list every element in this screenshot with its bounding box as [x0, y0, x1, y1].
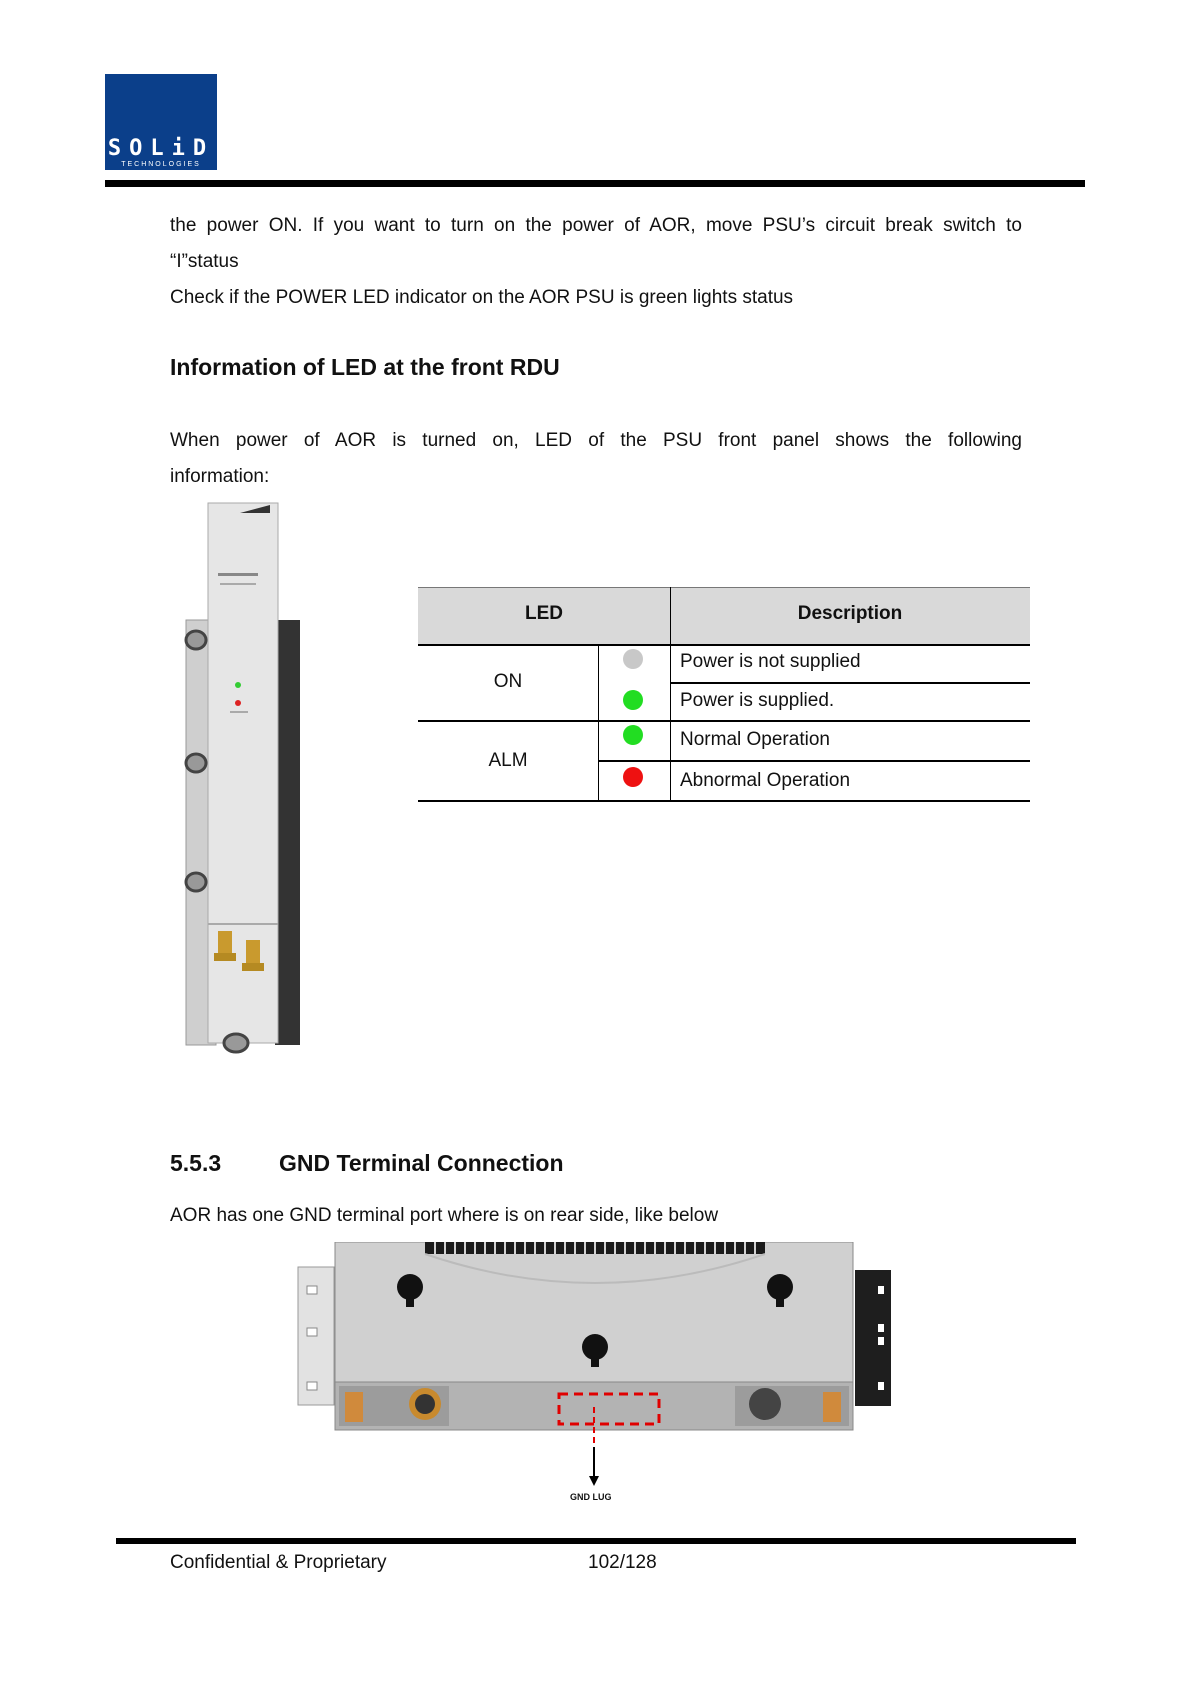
section-number: 5.5.3 — [170, 1150, 222, 1176]
intro-line-2: “I”status — [170, 251, 239, 272]
led-description: Power is not supplied — [680, 651, 861, 672]
table-rule — [598, 760, 1030, 762]
led-indicator-green — [623, 725, 643, 745]
table-rule — [418, 800, 1030, 802]
gnd-lug-callout: GND LUG — [570, 1492, 612, 1502]
table-rule — [670, 682, 1030, 684]
footer-rule — [116, 1538, 1076, 1544]
table-header-description: Description — [797, 603, 903, 624]
led-indicator-gray — [623, 649, 643, 669]
led-group-alm: ALM — [488, 750, 528, 771]
intro-line-1: the power ON. If you want to turn on the power of AOR, move PSU’s circuit break switch to — [170, 215, 1022, 236]
rdu-module-illustration — [180, 495, 310, 1055]
table-rule — [418, 720, 1030, 722]
table-header-led: LED — [525, 603, 563, 624]
footer-confidential: Confidential & Proprietary — [170, 1552, 387, 1573]
table-divider — [670, 587, 671, 802]
header-rule — [105, 180, 1085, 187]
table-divider — [598, 645, 599, 802]
aor-rear-panel-illustration — [295, 1242, 900, 1512]
led-group-on: ON — [493, 671, 523, 692]
led-intro-line-1: When power of AOR is turned on, LED of the PSU front panel shows the following — [170, 430, 1022, 451]
intro-line-3: Check if the POWER LED indicator on the AOR PSU is green lights status — [170, 287, 794, 308]
led-status-table — [418, 587, 1030, 802]
led-description: Power is supplied. — [680, 690, 835, 711]
company-logo — [105, 74, 217, 170]
led-indicator-green — [623, 690, 643, 710]
led-description: Abnormal Operation — [680, 770, 851, 791]
led-intro-line-2: information: — [170, 466, 270, 487]
gnd-description: AOR has one GND terminal port where is on rear side, like below — [170, 1205, 719, 1226]
section-heading-gnd: GND Terminal Connection — [279, 1150, 564, 1176]
led-description: Normal Operation — [680, 729, 830, 750]
logo-subtext: TECHNOLOGIES — [121, 161, 201, 168]
led-indicator-red — [623, 767, 643, 787]
logo-wordmark: SOLiD — [107, 136, 215, 161]
page-number: 102/128 — [588, 1552, 657, 1573]
section-heading-led: Information of LED at the front RDU — [170, 354, 560, 380]
